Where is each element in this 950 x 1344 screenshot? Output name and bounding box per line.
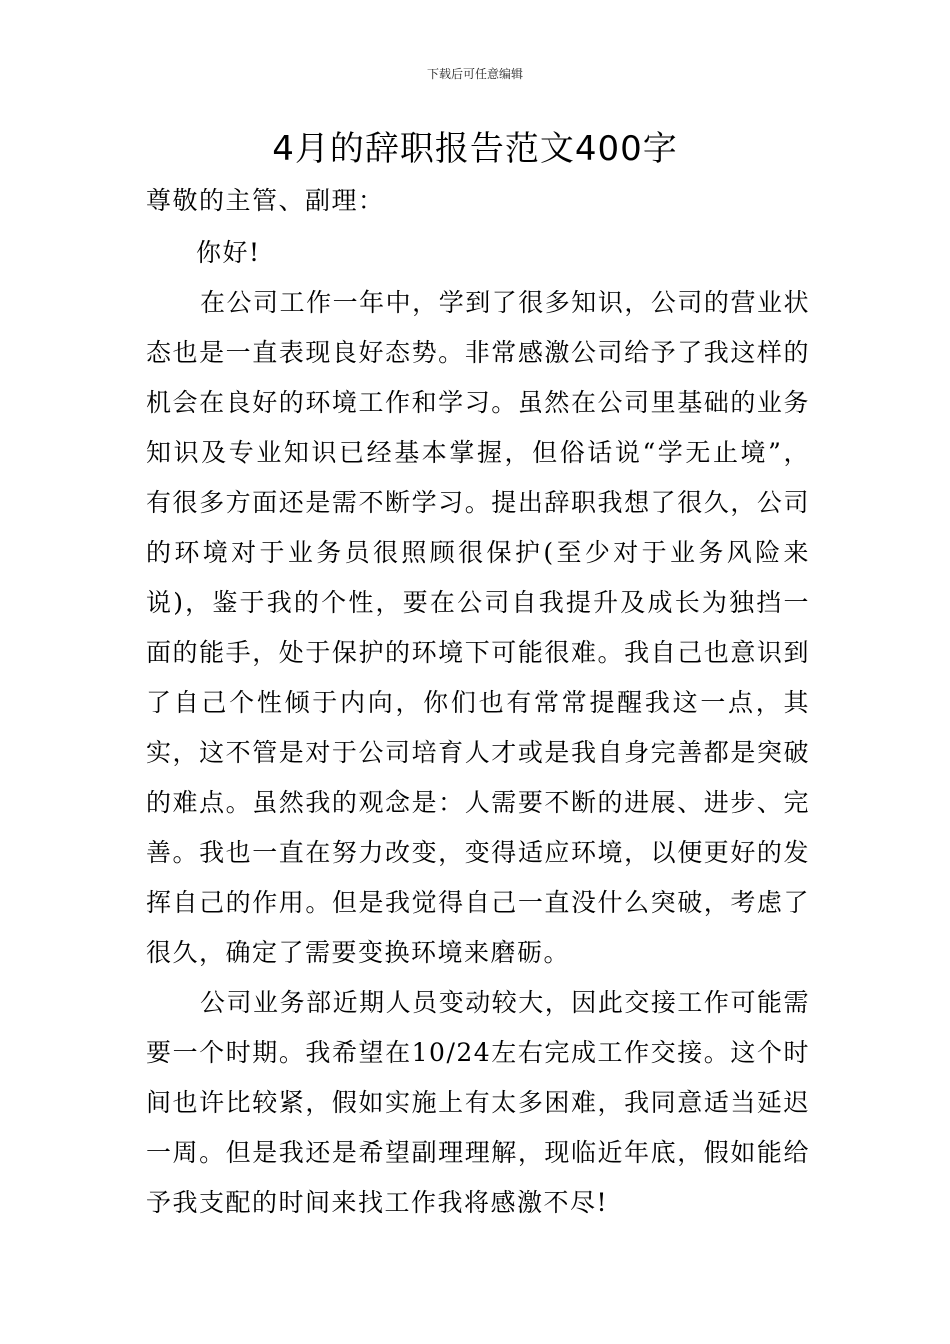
header-note: 下载后可任意编辑 <box>426 67 523 81</box>
body-paragraph-1: 在公司工作一年中，学到了很多知识，公司的营业状态也是一直表现良好态势。非常感激公司给予了我这样的机会在良好的环境工作和学习。虽然在公司里基础的业务知识及专业知识已经基本掌握，但俗话说“学无止境”，有很多方面还是需不断学习。提出辞职我想了很久，公司的环境对于业务员很照顾很保护(至少对于业务风险来说)，鉴于我的个性，要在公司自我提升及成长为独挡一面的能手，处于保护的环境下可能很难。我自己也意识到了自己个性倾于内向，你们也有常常提醒我这一点，其实，这不管是对于公司培育人才或是我自身完善都是突破的难点。虽然我的观念是：人需要不断的进展、进步、完善。我也一直在努力改变，变得适应环境，以便更好的发挥自己的作用。但是我觉得自己一直没什么突破，考虑了很久，确定了需要变换环境来磨砺。 <box>146 288 810 967</box>
salutation: 尊敬的主管、副理： <box>146 186 385 215</box>
document-body <box>146 176 810 1228</box>
body-paragraph-2: 公司业务部近期人员变动较大，因此交接工作可能需要一个时期。我希望在10/24左右完成工作交接。这个时间也许比较紧，假如实施上有太多困难，我同意适当延迟一周。但是我还是希望副理理解，现临近年底，假如能给予我支配的时间来找工作我将感激不尽! <box>146 988 810 1217</box>
document-title: 4月的辞职报告范文400字 <box>272 129 678 169</box>
greeting: 你好! <box>196 238 261 267</box>
